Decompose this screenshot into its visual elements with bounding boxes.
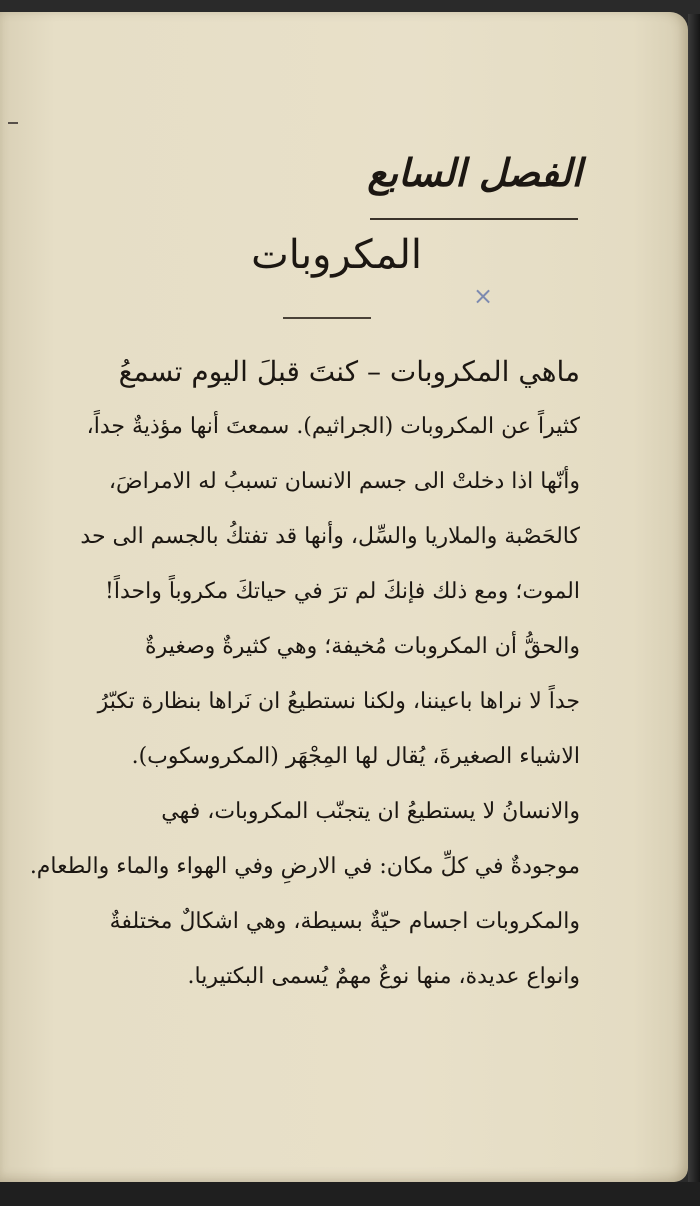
body-line: جداً لا نراها باعيننا، ولكنا نستطيعُ ان نَراها بنظارة تكبّرُ — [97, 689, 580, 714]
page-bottom-edge — [0, 1182, 700, 1206]
body-line: ماهي المكروبات – كنتَ قبلَ اليوم تسمعُ — [118, 355, 580, 388]
body-line: الاشياء الصغيرةَ، يُقال لها المِجْهَر (المكروسكوب). — [131, 744, 580, 769]
body-line: والحقُّ أن المكروبات مُخيفة؛ وهي كثيرةٌ وصغيرةٌ — [145, 634, 580, 659]
chapter-title: الفصل السابع — [367, 150, 582, 195]
body-line: وأنّها اذا دخلتْ الى جسم الانسان تسببُ له الامراضَ، — [108, 469, 580, 494]
body-text — [29, 344, 580, 1004]
cross-mark-icon: × — [473, 282, 494, 310]
body-line: موجودةٌ في كلِّ مكان: في الارضِ وفي الهواء والماء والطعام. — [29, 854, 580, 879]
section-title: المكروبات — [251, 232, 422, 278]
body-line: كثيراً عن المكروبات (الجراثيم). سمعتَ أنها مؤذيةٌ جداً، — [86, 414, 580, 439]
chapter-rule — [370, 218, 578, 220]
section-rule — [283, 317, 371, 319]
body-line: والانسانُ لا يستطيعُ ان يتجنّب المكروبات، فهي — [161, 799, 580, 824]
body-line: والمكروبات اجسام حيّةٌ بسيطة، وهي اشكالٌ مختلفةٌ — [109, 909, 580, 934]
body-line: كالحَصْبة والملاريا والسِّل، وأنها قد تفتكُ بالجسم الى حد — [80, 524, 580, 549]
body-line: الموت؛ ومع ذلك فإنكَ لم ترَ في حياتكَ مكروباً واحداً! — [104, 579, 580, 604]
page-edge — [688, 14, 700, 1182]
margin-mark — [8, 122, 18, 124]
body-line: وانواع عديدة، منها نوعٌ مهمٌ يُسمى البكتيريا. — [187, 964, 580, 989]
